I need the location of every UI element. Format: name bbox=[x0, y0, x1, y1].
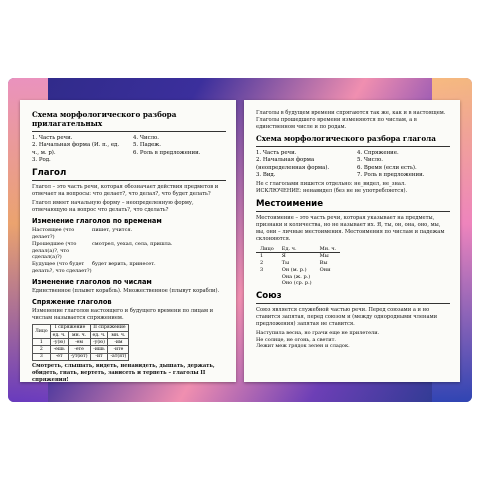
number-heading: Изменение глаголов по числам bbox=[32, 277, 152, 286]
exceptions-note: Смотреть, слышать, видеть, ненавидеть, дышать, держать, обидеть, гнать, вертеть, зависеть и терпеть – глаголы II спряжения! bbox=[32, 362, 215, 382]
table-row: 3 -ет -ут(ют) -ит -ат(ят) bbox=[33, 353, 129, 360]
adjective-scheme-title: Схема морфологического разбора прилагательных bbox=[32, 110, 177, 128]
future-tense-note: Глаголы в будущем времени спрягаются так же, как и в настоящем. Глаголы прошедшего времени изменяются по числам, а в единственном числе и по родам. bbox=[256, 110, 446, 130]
list-item: Лежит меж грядок зелен и сладок. bbox=[256, 343, 350, 350]
verb-scheme-title: Схема морфологического разбора глагола bbox=[256, 134, 436, 143]
list-item: 3. Род. bbox=[32, 156, 51, 163]
list-item: Не солнце, не огонь, а светит. bbox=[256, 336, 336, 343]
union-text: Союз является служебной частью речи. Перед союзами а и но ставится запятая, перед союзом и (между однородными членами предложения) запятая не ставится. bbox=[256, 307, 438, 328]
verb-scheme-list bbox=[256, 150, 450, 179]
conjugation-heading: Спряжение глаголов bbox=[32, 297, 112, 306]
ne-rule: Не с глаголами пишется отдельно: не_видел, не_знал. ИСКЛЮЧЕНИЕ: ненавидел (без не не употребляется). bbox=[256, 181, 408, 194]
tense-row: Настоящее (что делает?) пишет, учится. bbox=[32, 227, 133, 240]
conjugation-text: Изменение глаголов настоящего и будущего времени по лицам и числам называется спряжением. bbox=[32, 307, 214, 321]
table-header: Лицо bbox=[33, 324, 51, 338]
verb-heading: Глагол bbox=[32, 168, 67, 178]
list-item: 7. Роль в предложении. bbox=[357, 171, 425, 178]
list-item: 5. Число. bbox=[357, 157, 384, 164]
table-header: Ед. ч. bbox=[278, 245, 316, 252]
table-row: 2 Ты Вы bbox=[260, 260, 328, 267]
number-text: Единственное (плывет корабль). Множественное (плывут корабли). bbox=[32, 287, 220, 294]
list-item: 1. Часть речи. bbox=[32, 135, 73, 142]
table-row: 1 Я Мы bbox=[260, 253, 329, 260]
pronoun-definition: Местоимение – это часть речи, которая указывает на предметы, признаки и количества, но не называет их. Я, ты, он, она, оно, мы, вы, они – личные местоимения. Местоимения по числам и падежам склоняются. bbox=[256, 215, 445, 243]
right-page bbox=[244, 100, 460, 382]
conjugation-table bbox=[32, 324, 129, 361]
union-heading: Союз bbox=[256, 290, 282, 301]
table-row: 1 -у(ю) -ем -у(ю) -им bbox=[33, 339, 129, 346]
verb-infinitive-text: Глагол имеет начальную форму – неопределенную форму, отвечающую на вопрос что делать?, что сделать? bbox=[32, 200, 194, 214]
tense-row: Будущее (что будет делать?, что сделает?) будет верить, принесет. bbox=[32, 261, 156, 274]
divider bbox=[32, 180, 226, 181]
divider bbox=[256, 146, 450, 147]
table-header: I спряжение bbox=[50, 324, 90, 331]
list-item: 3. Вид. bbox=[256, 171, 276, 178]
table-row: Она (ж. р.) bbox=[281, 273, 311, 280]
verb-definition: Глагол – это часть речи, которая обозначает действия предметов и отвечает на вопросы: что делает?, что делал?, что будет делать? bbox=[32, 184, 219, 198]
list-item: 6. Роль в предложении. bbox=[133, 149, 201, 156]
pronoun-heading: Местоимение bbox=[256, 199, 324, 209]
list-item: 2. Начальная форма (И. п., ед. ч., м. р). bbox=[32, 142, 120, 156]
adjective-scheme-list bbox=[32, 135, 226, 164]
list-item: 2. Начальная форма (неопределенная форма). bbox=[256, 157, 330, 171]
table-row: Оно (ср. р.) bbox=[281, 280, 312, 287]
table-header: ед. ч. bbox=[50, 331, 68, 338]
pronoun-table bbox=[256, 245, 340, 287]
left-page bbox=[20, 100, 236, 382]
table-header: ед. ч. bbox=[90, 331, 108, 338]
table-header: Лицо bbox=[256, 245, 278, 252]
divider bbox=[256, 303, 450, 304]
tense-row: Прошедшее (что делал(а)?, что сделал(а)?) смотрел, уехал, села, пришла. bbox=[32, 240, 173, 261]
table-header: мн. ч. bbox=[108, 331, 129, 338]
list-item: 5. Падеж. bbox=[133, 142, 161, 149]
table-row: 2 -ешь -ете -ишь -ите bbox=[33, 346, 129, 353]
table-header: Мн. ч. bbox=[316, 245, 341, 252]
table-header: мн. ч. bbox=[68, 331, 90, 338]
divider bbox=[256, 211, 450, 212]
table-header: II спряжение bbox=[90, 324, 129, 331]
list-item: 4. Число. bbox=[133, 135, 160, 142]
union-examples bbox=[256, 330, 450, 350]
list-item: Наступила весна, но грачи еще не прилетели. bbox=[256, 330, 380, 337]
list-item: 1. Часть речи. bbox=[256, 150, 297, 157]
tense-heading: Изменение глаголов по временам bbox=[32, 217, 162, 226]
list-item: 6. Время (если есть). bbox=[357, 164, 417, 171]
list-item: 4. Спряжение. bbox=[357, 150, 399, 157]
divider bbox=[32, 131, 226, 132]
table-row: 3 Он (м. р.) Они bbox=[260, 266, 331, 273]
